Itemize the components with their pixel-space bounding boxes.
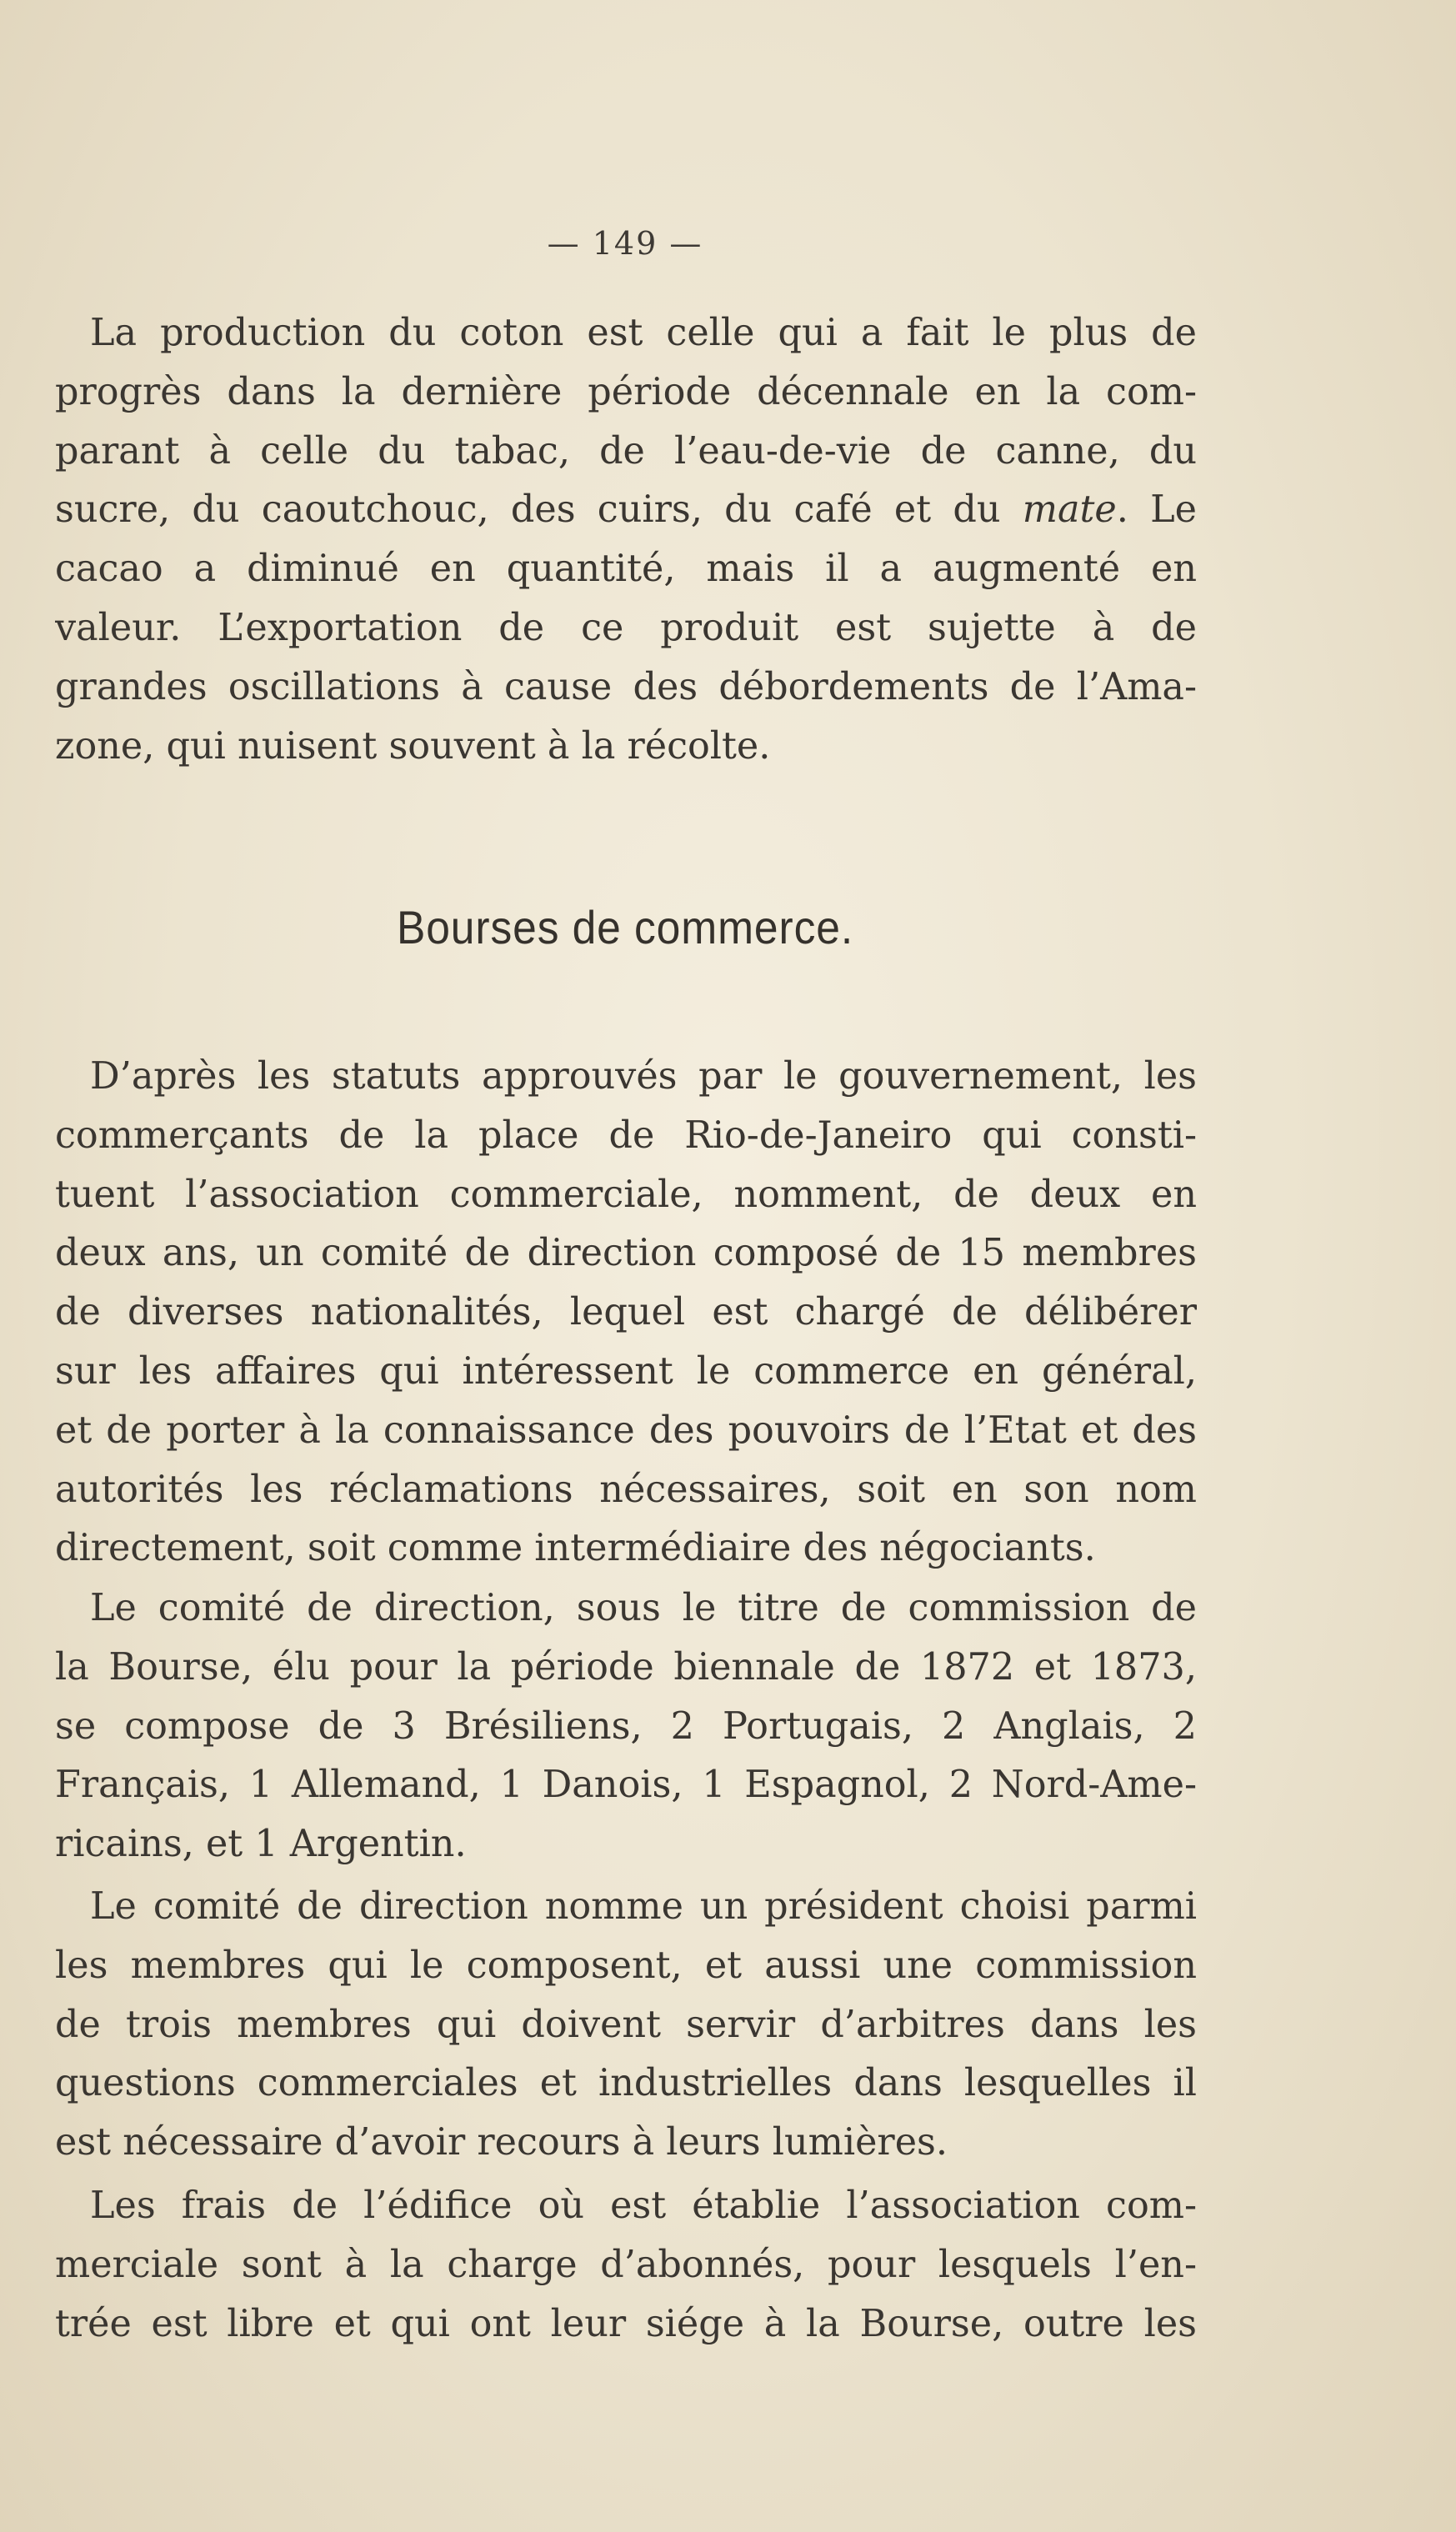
paragraph-statutes xyxy=(55,1048,1197,1579)
text-line: La production du coton est celle qui a fait le plus de xyxy=(90,312,1197,354)
text-line: parant à celle du tabac, de l’eau-de-vie de canne, du xyxy=(55,429,1197,473)
text-line: Le comité de direction, sous le titre de commission de xyxy=(90,1587,1197,1629)
paragraph-president xyxy=(55,1878,1197,2173)
text-line: autorités les réclamations nécessaires, soit en son nom xyxy=(55,1468,1197,1511)
text-line: progrès dans la dernière période décennale en la com- xyxy=(55,370,1197,413)
text-line: questions commerciales et industrielles dans lesquelles il xyxy=(55,2062,1197,2105)
text-line: zone, qui nuisent souvent à la récolte. xyxy=(55,724,771,768)
text-line: D’après les statuts approuvés par le gouvernement, les xyxy=(90,1055,1197,1098)
text-line: merciale sont à la charge d’abonnés, pour lesquels l’en- xyxy=(55,2243,1197,2286)
text-line: deux ans, un comité de direction composé de 15 membres xyxy=(55,1232,1197,1275)
text-line: Le comité de direction nomme un président choisi parmi xyxy=(90,1885,1197,1928)
text-line: Français, 1 Allemand, 1 Danois, 1 Espagnol, 2 Nord-Ame- xyxy=(55,1764,1197,1807)
text-line: tuent l’association commerciale, nomment, de deux en xyxy=(55,1173,1197,1216)
text-line: sur les affaires qui intéressent le commerce en général, xyxy=(55,1349,1197,1393)
text-line: valeur. L’exportation de ce produit est sujette à de xyxy=(55,606,1197,649)
text-line: grandes oscillations à cause des débordements de l’Ama- xyxy=(55,665,1197,708)
text-line: ricains, et 1 Argentin. xyxy=(55,1823,467,1866)
section-heading: Bourses de commerce. xyxy=(396,901,854,953)
text-line: la Bourse, élu pour la période biennale de 1872 et 1873, xyxy=(55,1645,1197,1689)
paragraph-cotton-production xyxy=(55,304,1197,776)
text-segment: sucre, du caoutchouc, des cuirs, du café et du xyxy=(55,488,1001,532)
text-line: se compose de 3 Brésiliens, 2 Portugais, 2 Anglais, 2 xyxy=(55,1704,1197,1748)
text-line: trée est libre et qui ont leur siége à la Bourse, outre les xyxy=(55,2302,1197,2345)
text-line: et de porter à la connaissance des pouvoirs de l’Etat et des xyxy=(55,1409,1197,1452)
italic-word-mate: mate xyxy=(1022,488,1117,532)
text-line-with-italic xyxy=(55,481,1197,540)
text-line: est nécessaire d’avoir recours à leurs lumières. xyxy=(55,2121,948,2164)
text-line: cacao a diminué en quantité, mais il a augmenté en xyxy=(55,548,1197,591)
page-number: — 149 — xyxy=(547,225,703,262)
text-line: commerçants de la place de Rio-de-Janeiro qui consti- xyxy=(55,1113,1197,1157)
paragraph-committee-composition xyxy=(55,1579,1197,1874)
text-line: les membres qui le composent, et aussi une commission xyxy=(55,1944,1197,1987)
text-line: de diverses nationalités, lequel est chargé de délibérer xyxy=(55,1291,1197,1334)
text-line: directement, soit comme intermédiaire des négociants. xyxy=(55,1527,1096,1570)
paragraph-expenses xyxy=(55,2177,1197,2354)
text-line: Les frais de l’édifice où est établie l’association com- xyxy=(90,2184,1197,2227)
text-line: de trois membres qui doivent servir d’arbitres dans les xyxy=(55,2003,1197,2046)
text-segment: . Le xyxy=(1116,488,1197,532)
